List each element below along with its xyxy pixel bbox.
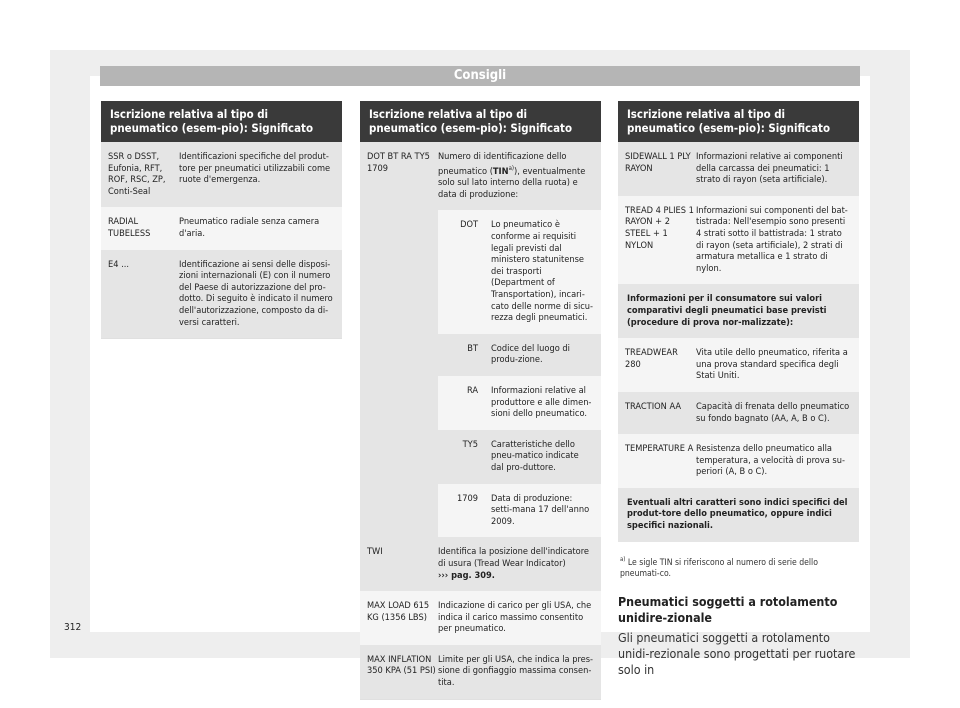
sub-key: 1709: [456, 492, 478, 504]
row-value: Informazioni relative ai componenti della carcassa dei pneumatici: 1 strato di rayon (seta artificiale).: [696, 151, 843, 186]
dot-row: [360, 142, 601, 537]
sub-key: RA: [466, 384, 478, 396]
sub-value: Caratteristiche dello pneu-matico indicate dal pro-duttore.: [491, 438, 579, 473]
table-subheading: Informazioni per il consumatore sui valori comparativi degli pneumatici base previsti (procedure di prova nor-malizzate):: [618, 284, 859, 338]
page-number: 312: [64, 622, 82, 633]
sub-row: [438, 334, 601, 376]
sub-row: [438, 484, 601, 538]
row-value: Pneumatico radiale senza camera d'aria.: [179, 216, 320, 239]
row-key: SIDEWALL 1 PLY RAYON: [625, 151, 691, 174]
table-column-1: [101, 101, 342, 339]
row-value: Identificazione ai sensi delle disposi-zioni internazionali (E) con il numero del Paese di autorizzazione del pro-dotto. Di seguito è indicato il numero dell'autorizzazione, composto da di-versi caratteri.: [179, 258, 333, 328]
sub-row: [438, 210, 601, 333]
section-header: Consigli: [100, 66, 860, 86]
dot-details: [438, 142, 601, 537]
body-paragraph: Gli pneumatici soggetti a rotolamento unidi-rezionale sono progettati per ruotare solo in: [618, 629, 856, 677]
table-row: [101, 207, 342, 249]
sub-key: BT: [467, 342, 478, 354]
row-value: Informazioni sui componenti del bat-tistrada: Nell'esempio sono presenti 4 strati sotto il battistrada: 1 strato di rayon (seta artificiale), 2 strati di armatura metallica e 1 strato di nylon.: [696, 204, 848, 274]
table-row: [360, 591, 601, 645]
footnote-mark: a): [620, 555, 626, 563]
sub-row: [438, 430, 601, 484]
row-value: Capacità di frenata dello pneumatico su fondo bagnato (AA, A, B o C).: [696, 400, 850, 424]
table-heading: Iscrizione relativa al tipo di pneumatico (esem-pio): Significato: [101, 101, 342, 142]
dot-intro-b: ), eventualmente solo sul lato interno della ruota) e data di produzione:: [438, 165, 586, 200]
row-key: TREAD 4 PLIES 1 RAYON + 2 STEEL + 1 NYLON: [625, 204, 694, 251]
table-row: [618, 142, 859, 196]
table-closing-note: Eventuali altri caratteri sono indici specifici del produt-tore dello pneumatico, oppure indici specifici nazionali.: [618, 488, 859, 542]
row-key: TEMPERATURE A: [625, 443, 694, 455]
sub-row: [438, 376, 601, 430]
row-value: Vita utile dello pneumatico, riferita a una prova standard specifica degli Stati Uniti.: [696, 347, 848, 382]
row-key: DOT BT RA TY5 1709: [360, 142, 438, 537]
section-title: Pneumatici soggetti a rotolamento unidire-zionale: [618, 593, 838, 625]
row-key: SSR o DSST, Eufonia, RFT, ROF, RSC, ZP, Conti-Seal: [108, 151, 166, 197]
footnote-ref: a): [508, 164, 514, 172]
footnote: [618, 554, 859, 580]
table-row: [101, 250, 342, 340]
sub-value: Data di produzione: setti-mana 17 dell'anno 2009.: [491, 492, 590, 527]
sub-value: Informazioni relative al produttore e alle dimen-sioni dello pneumatico.: [491, 384, 592, 420]
row-value: Resistenza dello pneumatico alla temperatura, a velocità di prova su-periori (A, B o C).: [696, 443, 845, 478]
table-row: [101, 142, 342, 207]
table-row: [618, 434, 859, 488]
row-value: Indicazione di carico per gli USA, che indica il carico massimo consentito per pneumatico.: [438, 600, 592, 635]
table-heading: Iscrizione relativa al tipo di pneumatico (esem-pio): Significato: [618, 101, 859, 142]
row-value: [438, 546, 601, 581]
table-column-2: [360, 101, 601, 700]
row-key: TREADWEAR 280: [625, 347, 678, 370]
row-key: TWI: [367, 546, 383, 558]
table-row: [360, 537, 601, 591]
table-row: [618, 338, 859, 392]
row-key: E4 ...: [108, 258, 129, 270]
sub-key: TY5: [462, 438, 478, 450]
table-row: [618, 392, 859, 434]
page-reference-link[interactable]: ››› pag. 309.: [438, 569, 495, 581]
table-row: [618, 196, 859, 285]
row-value: Limite per gli USA, che indica la pres-sione di gonfiaggio massima consen-tita.: [438, 653, 594, 689]
dot-intro-a: Numero di identificazione dello pneumatico (: [438, 151, 567, 177]
twi-text: Identifica la posizione dell'indicatore di usura (Tread Wear Indicator): [438, 546, 589, 569]
tin-label: TIN: [492, 165, 509, 177]
table-row: [360, 645, 601, 700]
table-heading: Iscrizione relativa al tipo di pneumatico (esem-pio): Significato: [360, 101, 601, 142]
dot-intro: [438, 142, 601, 210]
footnote-text: Le sigle TIN si riferiscono al numero di serie dello pneumati-co.: [620, 557, 818, 579]
sub-value: Codice del luogo di produ-zione.: [491, 342, 570, 366]
row-key: MAX LOAD 615 KG (1356 LBS): [367, 600, 430, 623]
row-key: RADIAL TUBELESS: [108, 216, 151, 239]
row-key: TRACTION AA: [625, 400, 682, 412]
table-column-3: [618, 101, 859, 678]
row-value: Identificazioni specifiche del produt-tore per pneumatici utilizzabili come ruote d'emergenza.: [179, 151, 331, 186]
sub-value: Lo pneumatico è conforme ai requisiti legali previsti dal ministero statunitense dei trasporti (Department of Transportation), incari-cato delle norme di sicu-rezza degli pneumatici.: [491, 219, 594, 324]
sub-key: DOT: [460, 219, 478, 231]
row-key: MAX INFLATION 350 KPA (51 PSI): [367, 653, 436, 677]
